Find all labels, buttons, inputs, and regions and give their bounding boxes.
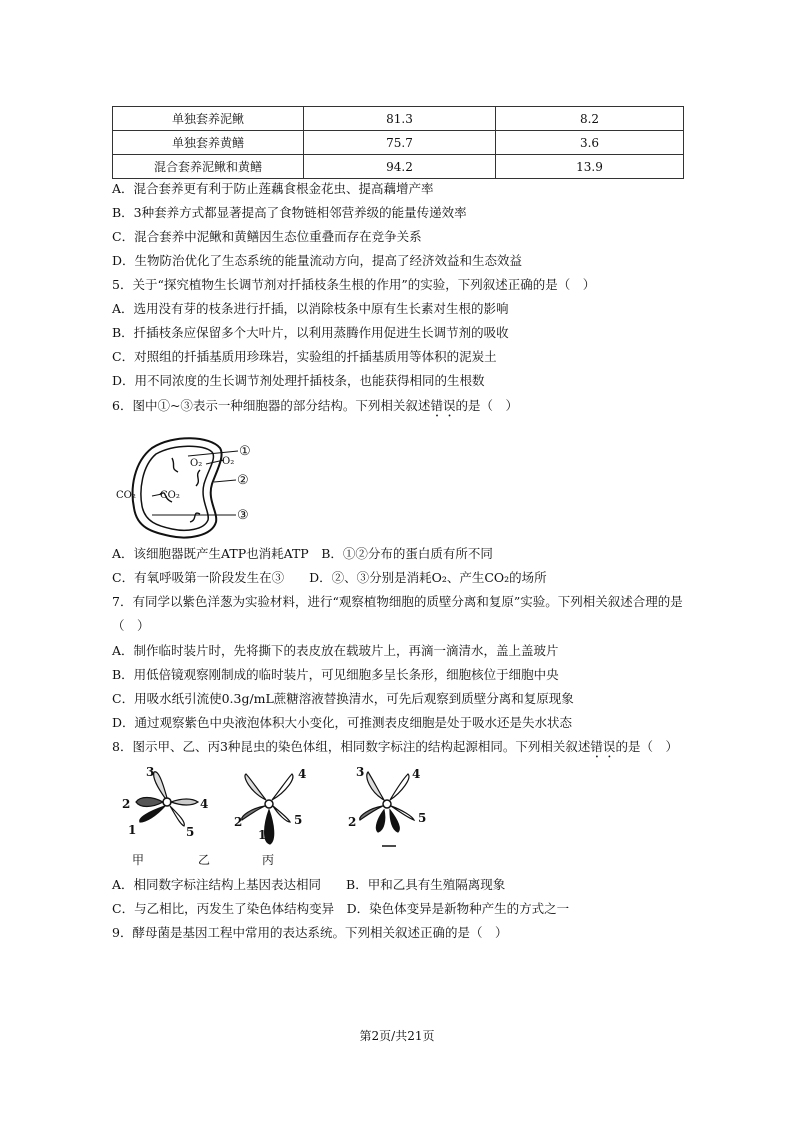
page-footer: 第2页/共21页 bbox=[359, 1029, 435, 1043]
table-row bbox=[113, 155, 684, 179]
marker-1: ① bbox=[239, 444, 251, 459]
chromosome-set-yi bbox=[234, 767, 306, 844]
q8-options-row1: A．相同数字标注结构上基因表达相同 B．甲和乙具有生殖隔离现象 bbox=[112, 877, 506, 892]
mitochondrion-figure bbox=[112, 432, 272, 542]
marker-2: ② bbox=[237, 473, 249, 488]
q4-option-a: A．混合套养更有利于防止莲藕食根金花虫、提高藕增产率 bbox=[112, 181, 434, 196]
svg-text:5: 5 bbox=[186, 825, 195, 839]
svg-text:5: 5 bbox=[294, 813, 303, 827]
co2-inner-label: CO₂ bbox=[160, 490, 180, 501]
marker-3: ③ bbox=[237, 508, 249, 523]
chromosome-set-bing bbox=[348, 765, 426, 846]
svg-text:4: 4 bbox=[200, 797, 209, 811]
o2-outer-label: O₂ bbox=[222, 456, 235, 467]
table-cell: 混合套养泥鳅和黄鳝 bbox=[113, 155, 304, 179]
table-cell: 13.9 bbox=[496, 155, 684, 179]
svg-text:2: 2 bbox=[122, 797, 131, 811]
q5-option-c: C．对照组的扦插基质用珍珠岩，实验组的扦插基质用等体积的泥炭土 bbox=[112, 349, 497, 364]
table-cell: 81.3 bbox=[304, 107, 496, 131]
q8-options-row2: C．与乙相比，丙发生了染色体结构变异 D．染色体变异是新物种产生的方式之一 bbox=[112, 901, 570, 916]
svg-text:1: 1 bbox=[128, 823, 137, 837]
q4-option-d: D．生物防治优化了生态系统的能量流动方向，提高了经济效益和生态效益 bbox=[112, 253, 523, 268]
svg-text:5: 5 bbox=[418, 811, 427, 825]
svg-text:2: 2 bbox=[348, 815, 357, 829]
q6-options-row1: A．该细胞器既产生ATP也消耗ATP B．①②分布的蛋白质有所不同 bbox=[112, 546, 493, 561]
caption-jia: 甲 bbox=[132, 853, 145, 867]
q8-stem: 8．图示甲、乙、丙3种昆虫的染色体组，相同数字标注的结构起源相同。下列相关叙述错误的是（ ） bbox=[112, 739, 678, 754]
caption-yi: 乙 bbox=[198, 853, 211, 867]
q4-option-c: C．混合套养中泥鳅和黄鳝因生态位重叠而存在竞争关系 bbox=[112, 229, 422, 244]
table-cell: 75.7 bbox=[304, 131, 496, 155]
q7-stem-line2: （ ） bbox=[112, 618, 150, 633]
svg-text:4: 4 bbox=[412, 767, 421, 781]
q5-option-a: A．选用没有芽的枝条进行扦插，以消除枝条中原有生长素对生根的影响 bbox=[112, 301, 509, 316]
table-cell: 单独套养泥鳅 bbox=[113, 107, 304, 131]
table-cell: 3.6 bbox=[496, 131, 684, 155]
q9-stem: 9．酵母菌是基因工程中常用的表达系统。下列相关叙述正确的是（ ） bbox=[112, 925, 508, 940]
q6-stem: 6．图中①~③表示一种细胞器的部分结构。下列相关叙述错误的是（ ） bbox=[112, 398, 518, 413]
svg-text:1: 1 bbox=[258, 828, 267, 842]
svg-text:3: 3 bbox=[356, 765, 365, 779]
q4-option-b: B．3种套养方式都显著提高了食物链相邻营养级的能量传递效率 bbox=[112, 205, 467, 220]
table-cell: 8.2 bbox=[496, 107, 684, 131]
table-cell: 单独套养黄鳝 bbox=[113, 131, 304, 155]
q7-option-a: A．制作临时装片时，先将撕下的表皮放在载玻片上，再滴一滴清水，盖上盖玻片 bbox=[112, 643, 559, 658]
svg-text:3: 3 bbox=[146, 765, 155, 779]
table-cell: 94.2 bbox=[304, 155, 496, 179]
svg-text:2: 2 bbox=[234, 815, 243, 829]
q6-options-row2: C．有氧呼吸第一阶段发生在③ D．②、③分别是消耗O₂、产生CO₂的场所 bbox=[112, 570, 547, 585]
table-row bbox=[113, 107, 684, 131]
q5-stem: 5．关于“探究植物生长调节剂对扦插枝条生根的作用”的实验，下列叙述正确的是（ ） bbox=[112, 277, 596, 292]
caption-bing: 丙 bbox=[262, 853, 275, 867]
table-row bbox=[113, 131, 684, 155]
q5-option-d: D．用不同浓度的生长调节剂处理扦插枝条，也能获得相同的生根数 bbox=[112, 373, 485, 388]
o2-inner-label: O₂ bbox=[190, 458, 203, 469]
q7-option-c: C．用吸水纸引流使0.3g/mL蔗糖溶液替换清水，可先后观察到质壁分离和复原现象 bbox=[112, 691, 574, 706]
q7-stem-line1: 7．有同学以紫色洋葱为实验材料，进行“观察植物细胞的质壁分离和复原”实验。下列相关叙述合理的是 bbox=[112, 594, 683, 609]
svg-text:4: 4 bbox=[298, 767, 307, 781]
chromosome-set-jia bbox=[122, 765, 208, 839]
q7-option-b: B．用低倍镜观察刚制成的临时装片，可见细胞多呈长条形，细胞核位于细胞中央 bbox=[112, 667, 559, 682]
q7-option-d: D．通过观察紫色中央液泡体积大小变化，可推测表皮细胞是处于吸水还是失水状态 bbox=[112, 715, 573, 730]
data-table bbox=[112, 106, 684, 179]
co2-outer-label: CO₂ bbox=[116, 490, 136, 501]
q5-option-b: B．扦插枝条应保留多个大叶片，以利用蒸腾作用促进生长调节剂的吸收 bbox=[112, 325, 509, 340]
chromosome-figure bbox=[112, 764, 452, 872]
